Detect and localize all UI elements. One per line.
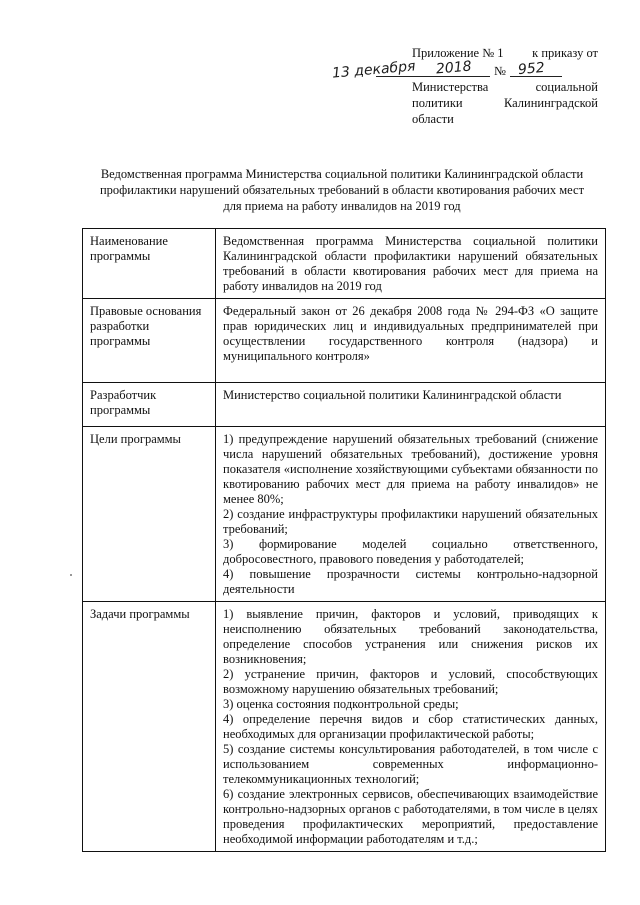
handwritten-year: 2018: [435, 58, 473, 78]
value-paragraph: 4) определение перечня видов и сбор статистических данных, необходимых для организации профилактической работы;: [223, 712, 598, 741]
scan-speck: [70, 574, 72, 576]
row-label: Задачи программы: [83, 602, 216, 852]
table-row: [83, 299, 606, 383]
value-paragraph: 3) оценка состояния подконтрольной среды;: [223, 697, 459, 711]
row-label: Наименование программы: [83, 229, 216, 299]
appendix-line-1: [412, 45, 598, 61]
region-word: Калининградской: [503, 96, 598, 110]
appendix-block: [412, 45, 598, 127]
row-value: [216, 602, 606, 852]
appendix-title: Приложение № 1: [412, 46, 504, 60]
value-paragraph: Министерство социальной политики Калининградской области: [223, 388, 562, 402]
row-label: Правовые основания разработки программы: [83, 299, 216, 383]
row-label: Цели программы: [83, 427, 216, 602]
value-paragraph: Федеральный закон от 26 декабря 2008 года № 294-ФЗ «О защите прав юридических лиц и индивидуальных предпринимателей при осуществлении государственного контроля (надзора) и муниципального контроля»: [223, 304, 598, 363]
value-paragraph: 4) повышение прозрачности системы контрольно-надзорной деятельности: [223, 567, 598, 596]
title-line-2: профилактики нарушений обязательных требований в области квотирования рабочих мест: [99, 183, 585, 197]
table-row: [83, 229, 606, 299]
number-sign: №: [494, 64, 506, 78]
policy-word: политики: [412, 96, 463, 110]
value-paragraph: 3) формирование моделей социально ответственного, добросовестного, правового поведения у работодателей;: [223, 537, 598, 566]
date-underline: [376, 76, 490, 77]
table-row: [83, 427, 606, 602]
title-line-3: для приема на работу инвалидов на 2019 год: [223, 199, 461, 213]
program-table: [82, 228, 606, 852]
table-row: [83, 602, 606, 852]
handwritten-date: 13 декабря: [331, 58, 417, 82]
ministry-word: Министерства: [412, 80, 489, 94]
row-value: [216, 383, 606, 427]
value-paragraph: 1) предупреждение нарушений обязательных требований (снижение числа нарушений обязательных требований), достижение уровня показателя «исполнение хозяйствующими субъектами обязанности по квотированию рабочих мест для приема на работу инвалидов» не менее 80%;: [223, 432, 598, 506]
handwritten-number: 952: [517, 59, 546, 79]
value-paragraph: 2) создание инфраструктуры профилактики нарушений обязательных требований;: [223, 507, 598, 536]
document-title: [72, 166, 612, 214]
row-label: Разработчик программы: [83, 383, 216, 427]
row-value: [216, 229, 606, 299]
appendix-line-4: [412, 95, 598, 111]
appendix-order-ref: к приказу от: [532, 46, 598, 60]
row-value: [216, 427, 606, 602]
oblast-word: области: [412, 112, 454, 126]
value-paragraph: 5) создание системы консультирования работодателей, в том числе с использованием современных информационно-телекоммуникационных технологий;: [223, 742, 598, 786]
value-paragraph: Ведомственная программа Министерства социальной политики Калининградской области профилактики нарушений обязательных требований в области квотирования рабочих мест для приема на работу инвалидов на 2019 год: [223, 234, 598, 293]
row-value: [216, 299, 606, 383]
value-paragraph: 2) устранение причин, факторов и условий, способствующих возможному нарушению обязательных требований;: [223, 667, 598, 696]
title-line-1: Ведомственная программа Министерства социальной политики Калининградской области: [100, 167, 584, 181]
value-paragraph: 1) выявление причин, факторов и условий, приводящих к неисполнению обязательных требований законодательства, определение способов устранения или снижения рисков их возникновения;: [223, 607, 598, 666]
value-paragraph: 6) создание электронных сервисов, обеспечивающих взаимодействие контрольно-надзорных органов с работодателями, в том числе в целях проведения профилактических мероприятий, предоставление необходимой информации работодателям и т.д.;: [223, 787, 598, 846]
table-row: [83, 383, 606, 427]
social-word: социальной: [535, 80, 598, 94]
order-date-number: [318, 60, 600, 82]
